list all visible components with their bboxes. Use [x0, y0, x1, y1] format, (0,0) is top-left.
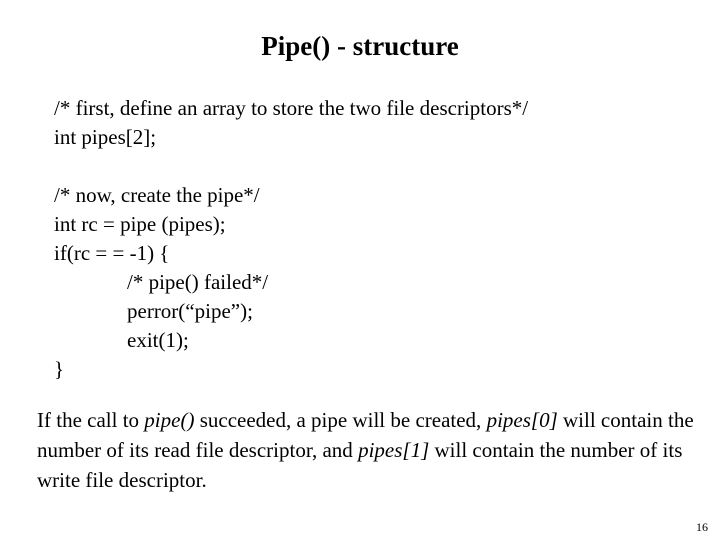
code-comment-define: /* first, define an array to store the two file descriptors*/ — [54, 96, 529, 120]
slide-title: Pipe() - structure — [261, 31, 459, 61]
code-call-pipe: int rc = pipe (pipes); — [54, 212, 226, 236]
paragraph-italic-pipes-0: pipes[0] — [486, 408, 558, 432]
code-if-check: if(rc = = -1) { — [54, 241, 170, 265]
paragraph-text-1: If the call to — [37, 408, 145, 432]
paragraph-italic-pipe-call: pipe() — [144, 408, 195, 432]
code-closing-brace: } — [54, 357, 65, 381]
paragraph-text-4: will contain the number of its write file descriptor. — [37, 438, 683, 492]
code-perror-call: perror(“pipe”); — [127, 299, 253, 323]
explanation-paragraph — [37, 405, 697, 495]
code-comment-create: /* now, create the pipe*/ — [54, 183, 260, 207]
paragraph-text-2: succeeded, a pipe will be created, — [194, 408, 487, 432]
code-blank-line — [54, 152, 528, 181]
paragraph-italic-pipes-1: pipes[1] — [358, 438, 430, 462]
code-exit-call: exit(1); — [127, 328, 189, 352]
code-block — [54, 94, 528, 384]
code-comment-failed: /* pipe() failed*/ — [127, 270, 269, 294]
code-declare-pipes: int pipes[2]; — [54, 125, 157, 149]
page-number: 16 — [696, 520, 708, 534]
paragraph-text-3: will contain the number of its read file descriptor, and — [37, 408, 694, 462]
